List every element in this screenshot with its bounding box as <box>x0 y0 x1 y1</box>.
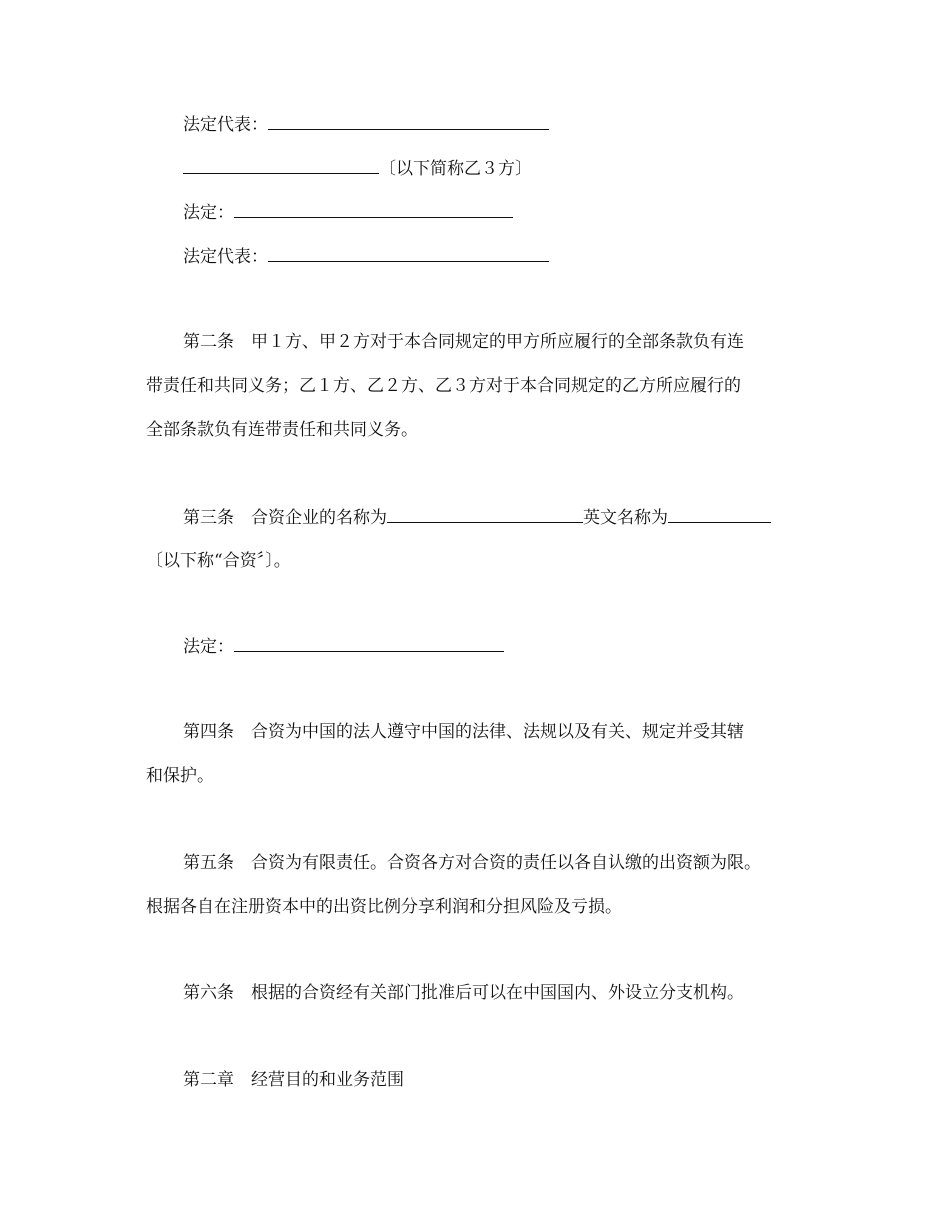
article-3-line-1 <box>183 505 771 530</box>
legal-blank <box>234 634 504 652</box>
article-2-line-2: 带责任和共同义务；乙１方、乙２方、乙３方对于本合同规定的乙方所应履行的 <box>146 376 741 396</box>
legal-blank <box>234 200 513 218</box>
legal-rep-line-2 <box>183 244 549 269</box>
article-4-line-1: 第四条 合资为中国的法人遵守中国的法律、法规以及有关、规定并受其辖 <box>183 722 744 742</box>
article-3-english-label: 英文名称为 <box>583 508 668 528</box>
legal-rep-label: 法定代表： <box>183 247 268 267</box>
article-5-line-2: 根据各自在注册资本中的出资比例分享利润和分担风险及亏损。 <box>146 897 622 917</box>
party-b3-abbr: 〔以下简称乙３方〕 <box>379 159 532 179</box>
legal-label: 法定： <box>183 203 234 223</box>
party-b3-name-blank <box>183 156 379 174</box>
legal-rep-line-1 <box>183 112 549 137</box>
article-3-line-2: 〔以下称“合资〞〕。 <box>146 551 291 571</box>
party-b3-line <box>183 156 532 181</box>
article-6-line: 第六条 根据的合资经有关部门批准后可以在中国国内、外设立分支机构。 <box>183 983 744 1003</box>
article-4-line-2: 和保护。 <box>146 766 214 786</box>
legal-rep-blank <box>268 244 549 262</box>
legal-line-2 <box>183 634 504 659</box>
article-2-line-3: 全部条款负有连带责任和共同义务。 <box>146 420 418 440</box>
company-name-blank <box>387 505 583 523</box>
article-3-name-label: 第三条 合资企业的名称为 <box>183 508 387 528</box>
article-5-line-1: 第五条 合资为有限责任。合资各方对合资的责任以各自认缴的出资额为限。 <box>183 853 761 873</box>
legal-rep-blank <box>268 112 549 130</box>
legal-rep-label: 法定代表： <box>183 115 268 135</box>
article-2-line-1: 第二条 甲１方、甲２方对于本合同规定的甲方所应履行的全部条款负有连 <box>183 332 744 352</box>
legal-line-1 <box>183 200 513 225</box>
chapter-2-heading: 第二章 经营目的和业务范围 <box>183 1070 404 1090</box>
legal-label: 法定： <box>183 637 234 657</box>
english-name-blank <box>668 505 771 523</box>
